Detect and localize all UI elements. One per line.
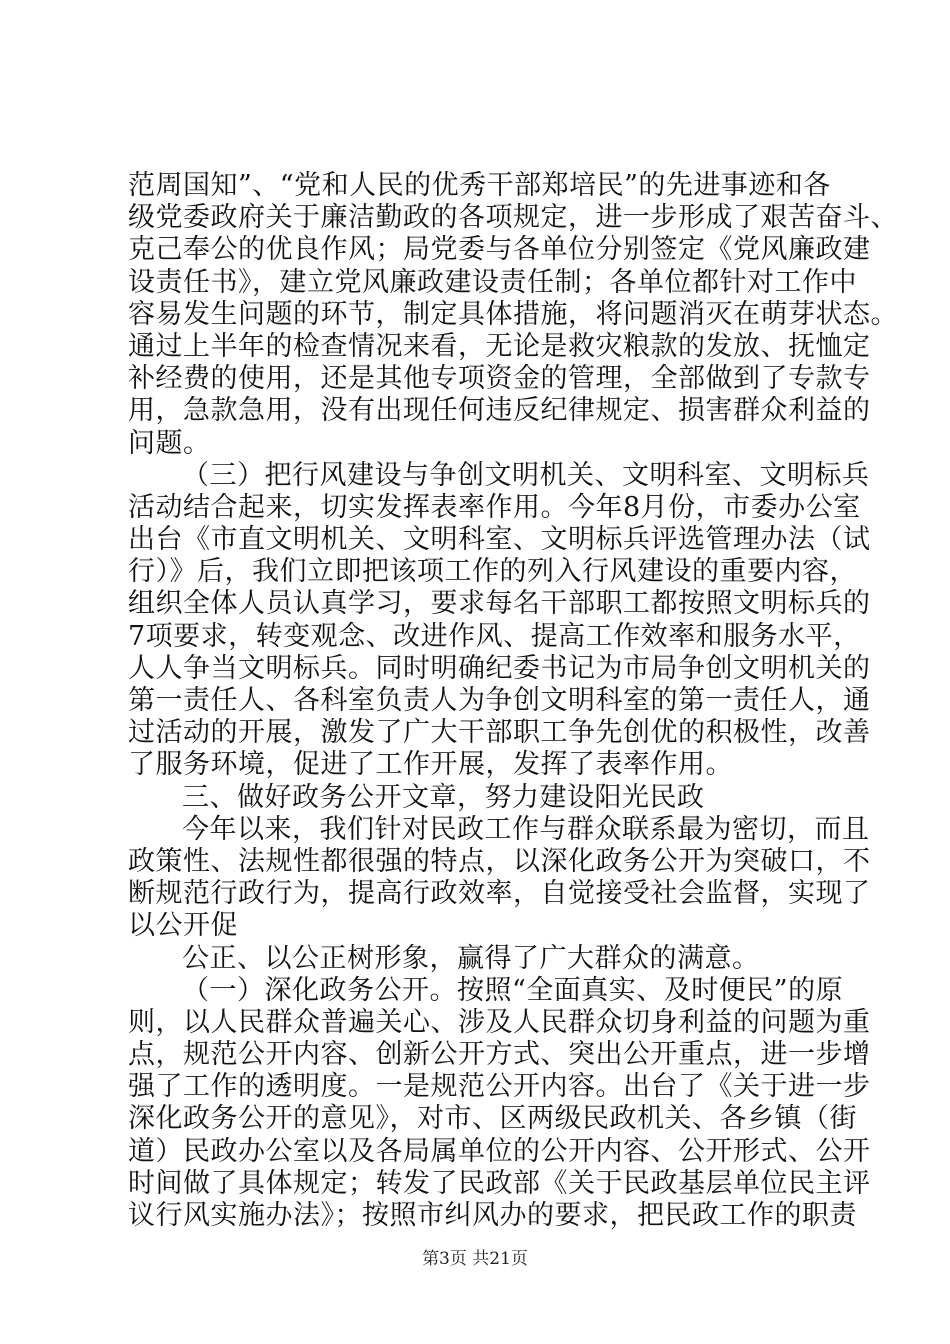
page-number-footer: 第3页 共21页 — [422, 1249, 528, 1269]
text-line: 组织全体人员认真学习，要求每名干部职工都按照文明标兵的 — [128, 588, 871, 620]
text-line: 容易发生问题的环节，制定具体措施，将问题消灭在萌芽状态。 — [128, 298, 898, 330]
text-line: 了服务环境，促进了工作开展，发挥了表率作用。 — [128, 749, 733, 781]
text-line: 出台《市直文明机关、文明科室、文明标兵评选管理办法（试 — [128, 524, 871, 556]
text-line: 断规范行政行为，提高行政效率，自觉接受社会监督，实现了 — [128, 878, 871, 910]
paragraph-start-line: 公正、以公正树形象，赢得了广大群众的满意。 — [182, 942, 760, 974]
paragraph-start-line: （三）把行风建设与争创文明机关、文明科室、文明标兵 — [182, 459, 870, 491]
paragraph-start-line: （一）深化政务公开。按照“全面真实、及时便民”的原 — [182, 974, 844, 1006]
text-line: 7项要求，转变观念、改进作风、提高工作效率和服务水平， — [128, 620, 861, 652]
text-line: 议行风实施办法》；按照市纠风办的要求，把民政工作的职责 — [128, 1200, 857, 1231]
document-body — [128, 170, 898, 1232]
text-line: 补经费的使用，还是其他专项资金的管理，全部做到了专款专 — [128, 363, 871, 395]
text-line: 则，以人民群众普遍关心、涉及人民群众切身利益的问题为重 — [128, 1006, 871, 1038]
text-line: 人人争当文明标兵。同时明确纪委书记为市局争创文明机关的 — [128, 652, 871, 684]
text-line: 政策性、法规性都很强的特点，以深化政务公开为突破口，不 — [128, 845, 871, 877]
text-line: 问题。 — [128, 427, 211, 459]
text-line: 设责任书》，建立党风廉政建设责任制；各单位都针对工作中 — [128, 266, 857, 298]
text-line: 级党委政府关于廉洁勤政的各项规定，进一步形成了艰苦奋斗、 — [128, 202, 898, 234]
paragraph-start-line: 今年以来，我们针对民政工作与群众联系最为密切，而且 — [182, 813, 870, 845]
text-line: 深化政务公开的意见》，对市、区两级民政机关、各乡镇（街 — [128, 1103, 857, 1135]
text-line: 时间做了具体规定；转发了民政部《关于民政基层单位民主评 — [128, 1167, 871, 1199]
text-line: 以公开促 — [128, 910, 238, 942]
text-line: 范周国知”、“党和人民的优秀干部郑培民”的先进事迹和各 — [128, 170, 831, 201]
text-line: 行）》后，我们立即把该项工作的列入行风建设的重要内容， — [128, 556, 857, 588]
text-line: 活动结合起来，切实发挥表率作用。今年8月份，市委办公室 — [128, 491, 861, 523]
text-line: 用，急款急用，没有出现任何违反纪律规定、损害群众利益的 — [128, 395, 871, 427]
text-line: 通过上半年的检查情况来看，无论是救灾粮款的发放、抚恤定 — [128, 330, 871, 362]
text-line: 克己奉公的优良作风；局党委与各单位分别签定《党风廉政建 — [128, 234, 871, 266]
text-line: 强了工作的透明度。一是规范公开内容。出台了《关于进一步 — [128, 1071, 871, 1103]
section-heading: 三、做好政务公开文章，努力建设阳光民政 — [182, 781, 705, 813]
text-line: 过活动的开展，激发了广大干部职工争先创优的积极性，改善 — [128, 717, 871, 749]
text-line: 点，规范公开内容、创新公开方式、突出公开重点，进一步增 — [128, 1039, 871, 1071]
text-line: 第一责任人、各科室负责人为争创文明科室的第一责任人，通 — [128, 685, 871, 716]
text-line: 道）民政办公室以及各局属单位的公开内容、公开形式、公开 — [128, 1135, 871, 1167]
